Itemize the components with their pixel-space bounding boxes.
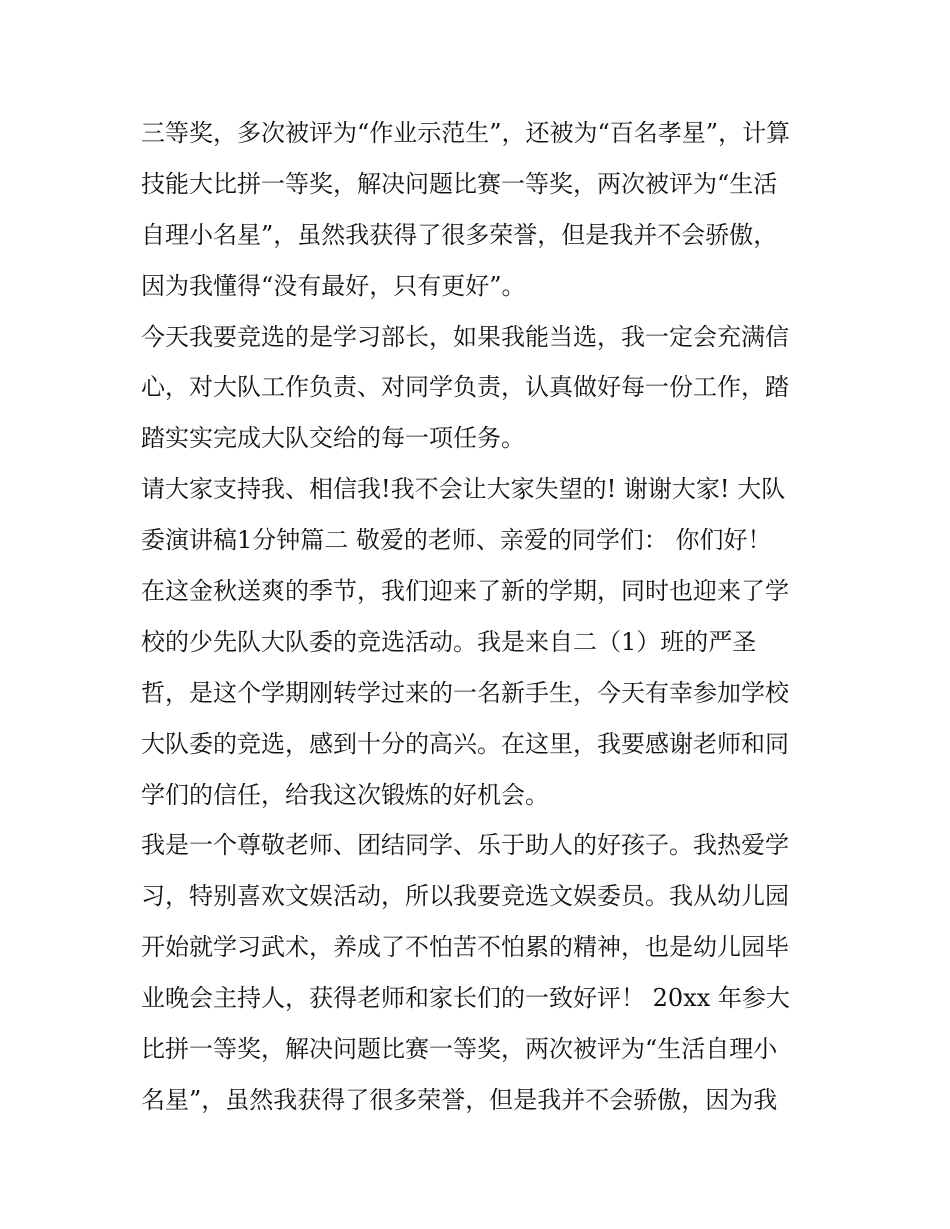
text-line: 名星”，虽然我获得了很多荣誉，但是我并不会骄傲，因为我 xyxy=(141,1085,778,1114)
text-line: 请大家支持我、相信我!我不会让大家失望的! 谢谢大家! 大队 xyxy=(141,475,786,504)
text-line: 我是一个尊敬老师、团结同学、乐于助人的好孩子。我热爱学 xyxy=(141,831,789,860)
document-body xyxy=(141,108,821,1126)
text-line: 在这金秋送爽的季节，我们迎来了新的学期，同时也迎来了学 xyxy=(141,577,789,606)
text-line: 因为我懂得“没有最好，只有更好”。 xyxy=(141,271,526,300)
text-line: 大队委的竞选，感到十分的高兴。在这里，我要感谢老师和同 xyxy=(141,729,789,758)
text-line: 踏实实完成大队交给的每一项任务。 xyxy=(141,424,525,453)
text-line: 业晚会主持人，获得老师和家长们的一致好评！ 20xx 年参大 xyxy=(141,984,790,1013)
text-line: 今天我要竞选的是学习部长，如果我能当选，我一定会充满信 xyxy=(141,322,789,351)
text-line: 习，特别喜欢文娱活动，所以我要竞选文娱委员。我从幼儿园 xyxy=(141,882,789,911)
text-line: 开始就学习武术，养成了不怕苦不怕累的精神，也是幼儿园毕 xyxy=(141,933,789,962)
text-line: 技能大比拼一等奖，解决问题比赛一等奖，两次被评为“生活 xyxy=(141,169,778,198)
text-line: 委演讲稿1分钟篇二 敬爱的老师、亲爱的同学们： 你们好！ xyxy=(141,526,772,555)
text-line: 哲，是这个学期刚转学过来的一名新手生，今天有幸参加学校 xyxy=(141,678,789,707)
text-line: 学们的信任，给我这次锻炼的好机会。 xyxy=(141,780,549,809)
text-line: 比拼一等奖，解决问题比赛一等奖，两次被评为“生活自理小 xyxy=(141,1035,778,1064)
text-line: 自理小名星”，虽然我获得了很多荣誉，但是我并不会骄傲， xyxy=(141,220,778,249)
text-line: 校的少先队大队委的竞选活动。我是来自二（1）班的严圣 xyxy=(141,627,757,656)
text-line: 三等奖，多次被评为“作业示范生”，还被为“百名孝星”，计算 xyxy=(141,119,791,147)
text-line: 心，对大队工作负责、对同学负责，认真做好每一份工作，踏 xyxy=(141,373,789,402)
